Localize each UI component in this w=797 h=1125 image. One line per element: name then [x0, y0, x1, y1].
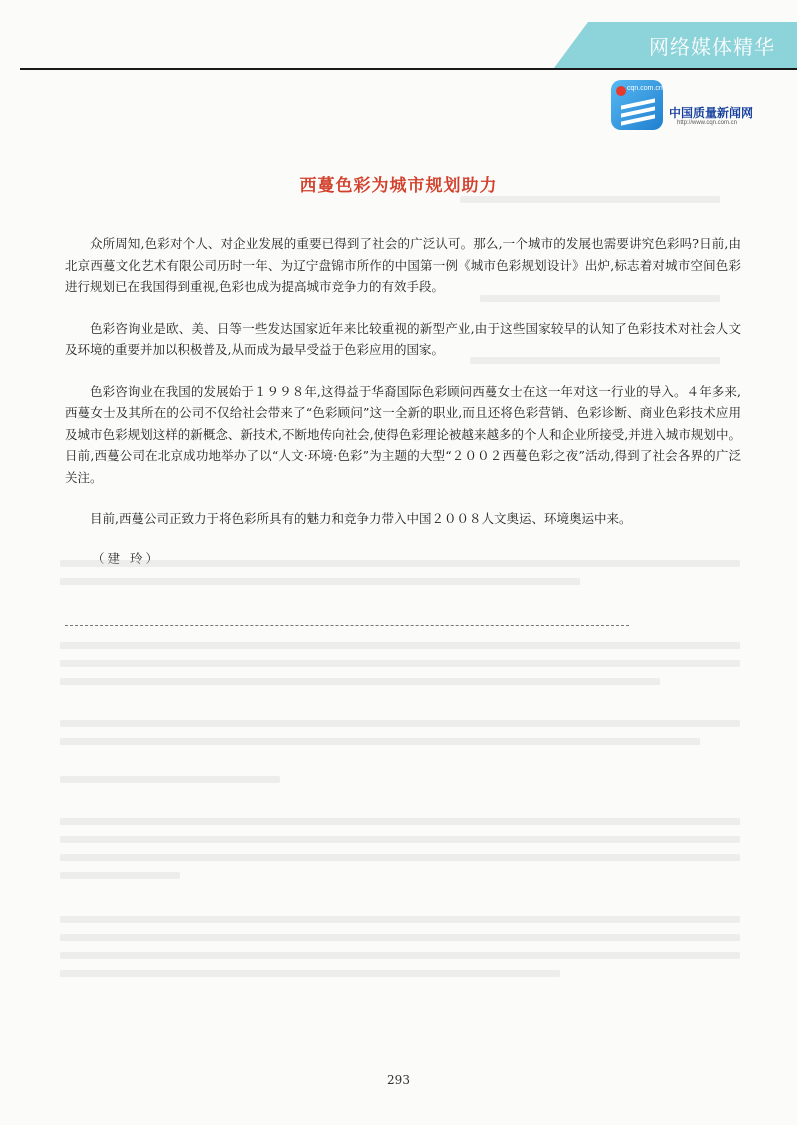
article-paragraph: 目前,西蔓公司正致力于将色彩所具有的魅力和竞争力带入中国２００８人文奥运、环境奥运中来。 [90, 511, 632, 526]
article-title: 西蔓色彩为城市规划助力 [299, 176, 498, 197]
dashed-divider [65, 625, 629, 626]
article-paragraph: 众所周知,色彩对个人、对企业发展的重要已得到了社会的广泛认可。那么,一个城市的发展也需要讲究色彩吗?日前,由北京西蔓文化艺术有限公司历时一年、为辽宁盘锦市所作的中国第一例《城市色彩规划设计》出炉,标志着对城市空间色彩进行规划已在我国得到重视,色彩也成为提高城市竞争力的有效手段。 [65, 236, 741, 294]
cqn-logo [611, 80, 771, 130]
article-paragraph: 色彩咨询业是欧、美、日等一些发达国家近年来比较重视的新型产业,由于这些国家较早的认知了色彩技术对社会人文及环境的重要并加以积极普及,从而成为最早受益于色彩应用的国家。 [65, 320, 741, 357]
logo-mark-text: cqn.com.cn [627, 85, 663, 92]
article-paragraph: 色彩咨询业在我国的发展始于１９９８年,这得益于华裔国际色彩顾问西蔓女士在这一年对这一行业的导入。４年多来,西蔓女士及其所在的公司不仅给社会带来了“色彩顾问”这一全新的职业,而且还将色彩营销、色彩诊断、商业色彩技术应用及城市色彩规划这样的新概念、新技术,不断地传向社会,使得色彩理论被越来越多的个人和企业所接受,并进入城市规划中。日前,西蔓公司在北京成功地举办了以“人文·环境·色彩”为主题的大型“２００２西蔓色彩之夜”活动,得到了社会各界的广泛关注。 [65, 383, 741, 485]
logo-name: 中国质量新闻网 [669, 106, 754, 120]
logo-url: http://www.cqn.com.cn [677, 120, 738, 126]
section-title: 网络媒体精华 [649, 37, 775, 59]
article-body [65, 233, 741, 569]
byline: （建 玲） [92, 550, 161, 566]
header-rule [20, 68, 797, 70]
cqn-logo-icon [611, 80, 663, 130]
page-number: 293 [387, 1073, 410, 1087]
